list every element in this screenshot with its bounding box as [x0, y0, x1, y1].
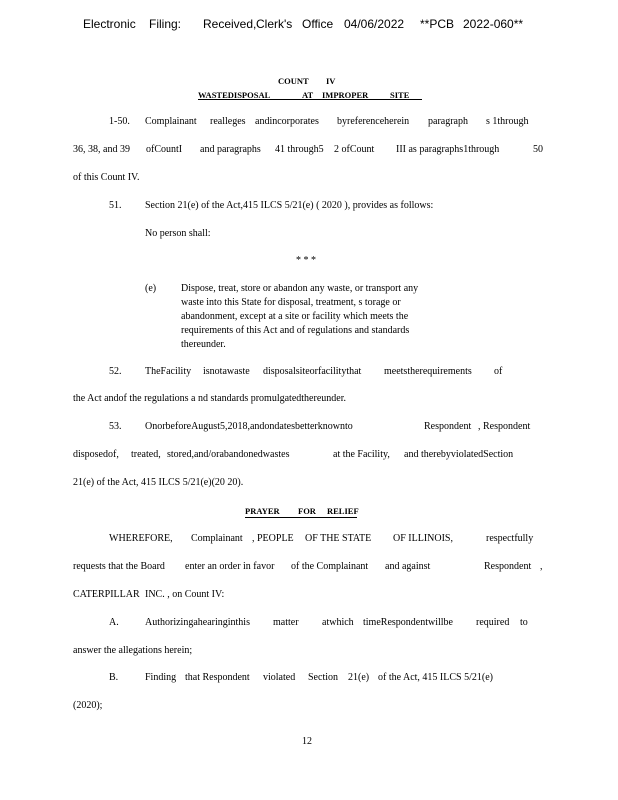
itemA-w1: matter — [273, 617, 299, 628]
prayer-underline — [245, 517, 357, 518]
p1-l2-w3: 41 through5 — [275, 144, 324, 155]
p51-item-line-4: requirements of this Act and of regulations and standards — [181, 325, 410, 336]
heading-word-2: AT — [302, 90, 314, 100]
itemA-w0: Authorizingahearinginthis — [145, 617, 250, 628]
itemA-w4: required — [476, 617, 510, 628]
prayer-word-3: RELIEF — [327, 506, 359, 516]
p52-w3: meetstherequirements — [384, 366, 472, 377]
p1-w4: byreferenceherein — [337, 116, 410, 127]
p53-w2: , Respondent — [478, 421, 531, 432]
itemB-w1: that Respondent — [185, 672, 250, 683]
prayer-l1-w0: WHEREFORE, — [109, 533, 173, 544]
p51-item-line-3: abandonment, except at a site or facility which meets the — [181, 311, 409, 322]
prayer-l3-w0: CATERPILLAR — [73, 589, 140, 600]
stamp-case: **PCB — [420, 17, 455, 31]
p1-w3: andincorporates — [255, 116, 319, 127]
itemB-line2: (2020); — [73, 700, 103, 711]
stamp-filing: Filing: — [149, 17, 182, 31]
itemB-w2: violated — [263, 672, 296, 683]
p51-item-label: (e) — [145, 283, 157, 294]
itemB-w4: 21(e) — [348, 672, 370, 683]
p1-l2-w1: ofCountI — [146, 144, 183, 155]
itemB-w5: of the Act, 415 ILCS 5/21(e) — [378, 672, 493, 683]
heading-word-1: WASTEDISPOSAL — [198, 90, 271, 100]
p1-line3: of this Count IV. — [73, 172, 140, 183]
prayer-word-1: PRAYER — [245, 506, 280, 516]
p53-l2-w1: treated, — [131, 449, 161, 460]
count-roman: IV — [326, 76, 336, 86]
itemB-w0: Finding — [145, 672, 177, 683]
prayer-l2-w4: Respondent — [484, 561, 532, 572]
p1-l2-w0: 36, 38, and 39 — [73, 144, 130, 155]
prayer-l1-w1: Complainant — [191, 533, 243, 544]
p1-w5: paragraph — [428, 116, 468, 127]
p51-num: 51. — [109, 200, 122, 211]
stamp-received: Received, — [203, 17, 257, 31]
p53-l2-w0: disposedof, — [73, 449, 119, 460]
heading-word-3: IMPROPER — [322, 90, 369, 100]
p51-stars: * * * — [296, 255, 316, 266]
itemA-w2: atwhich — [322, 617, 354, 628]
p52-w2: disposalsiteorfacilitythat — [263, 366, 362, 377]
p51-item-line-2: waste into this State for disposal, treatment, s torage or — [181, 297, 401, 308]
prayer-l2-w1: enter an order in favor — [185, 561, 275, 572]
itemA-w5: to — [520, 617, 528, 628]
itemB-w3: Section — [308, 672, 338, 683]
p52-line2: the Act andof the regulations a nd standards promulgatedthereunder. — [73, 393, 346, 404]
prayer-l1-w5: respectfully — [486, 533, 534, 544]
prayer-l2-w2: of the Complainant — [291, 561, 369, 572]
prayer-l2-w3: and against — [385, 561, 431, 572]
p53-l2-w4: and therebyviolatedSection — [404, 449, 514, 460]
p51-item-line-1: Dispose, treat, store or abandon any waste, or transport any — [181, 283, 419, 294]
p53-w0: OnorbeforeAugust5,2018,andondatesbetterknownto — [145, 421, 353, 432]
p53-l2-w3: at the Facility, — [333, 449, 390, 460]
p53-num: 53. — [109, 421, 122, 432]
stamp-docket: 2022-060** — [463, 17, 524, 31]
page-number: 12 — [302, 736, 312, 747]
stamp-office: Office — [302, 17, 334, 31]
p1-w1: Complainant — [145, 116, 197, 127]
p53-l2-w2: stored,and/orabandonedwastes — [167, 449, 290, 460]
p1-l2-w5: III as paragraphs1through — [396, 144, 500, 155]
p52-w4: of — [494, 366, 503, 377]
itemA-line2: answer the allegations herein; — [73, 645, 193, 656]
itemA-label: A. — [109, 617, 119, 628]
p1-l2-w4: 2 ofCount — [334, 144, 375, 155]
p1-w6: s 1through — [486, 116, 529, 127]
stamp-electronic: Electronic — [83, 17, 136, 31]
prayer-l1-w2: , PEOPLE — [252, 533, 294, 544]
p1-w2: realleges — [210, 116, 246, 127]
stamp-clerks: Clerk's — [256, 17, 293, 31]
itemB-label: B. — [109, 672, 119, 683]
heading-word-4: SITE — [390, 90, 410, 100]
prayer-l1-w4: OF ILLINOIS, — [393, 533, 453, 544]
p1-l2-w2: and paragraphs — [200, 144, 261, 155]
p1-l2-w6: 50 — [533, 144, 543, 155]
p52-w1: isnotawaste — [203, 366, 250, 377]
p51-no-person: No person shall: — [145, 228, 211, 239]
stamp-date: 04/06/2022 — [344, 17, 405, 31]
p51-item-line-5: thereunder. — [181, 339, 226, 350]
itemA-w3: timeRespondentwillbe — [363, 617, 453, 628]
p53-w1: Respondent — [424, 421, 472, 432]
prayer-word-2: FOR — [298, 506, 316, 516]
p53-line3: 21(e) of the Act, 415 ILCS 5/21(e)(20 20). — [73, 477, 244, 488]
p1-w0: 1-50. — [109, 116, 130, 127]
prayer-l2-w0: requests that the Board — [73, 561, 165, 572]
prayer-l3-w1: INC. , on Count IV: — [145, 589, 225, 600]
prayer-l2-w5: , — [540, 561, 543, 572]
p52-w0: TheFacility — [145, 366, 192, 377]
count-label: COUNT — [278, 76, 309, 86]
p51-text: Section 21(e) of the Act,415 ILCS 5/21(e) ( 2020 ), provides as follows: — [145, 200, 434, 211]
p52-num: 52. — [109, 366, 122, 377]
prayer-l1-w3: OF THE STATE — [305, 533, 372, 544]
